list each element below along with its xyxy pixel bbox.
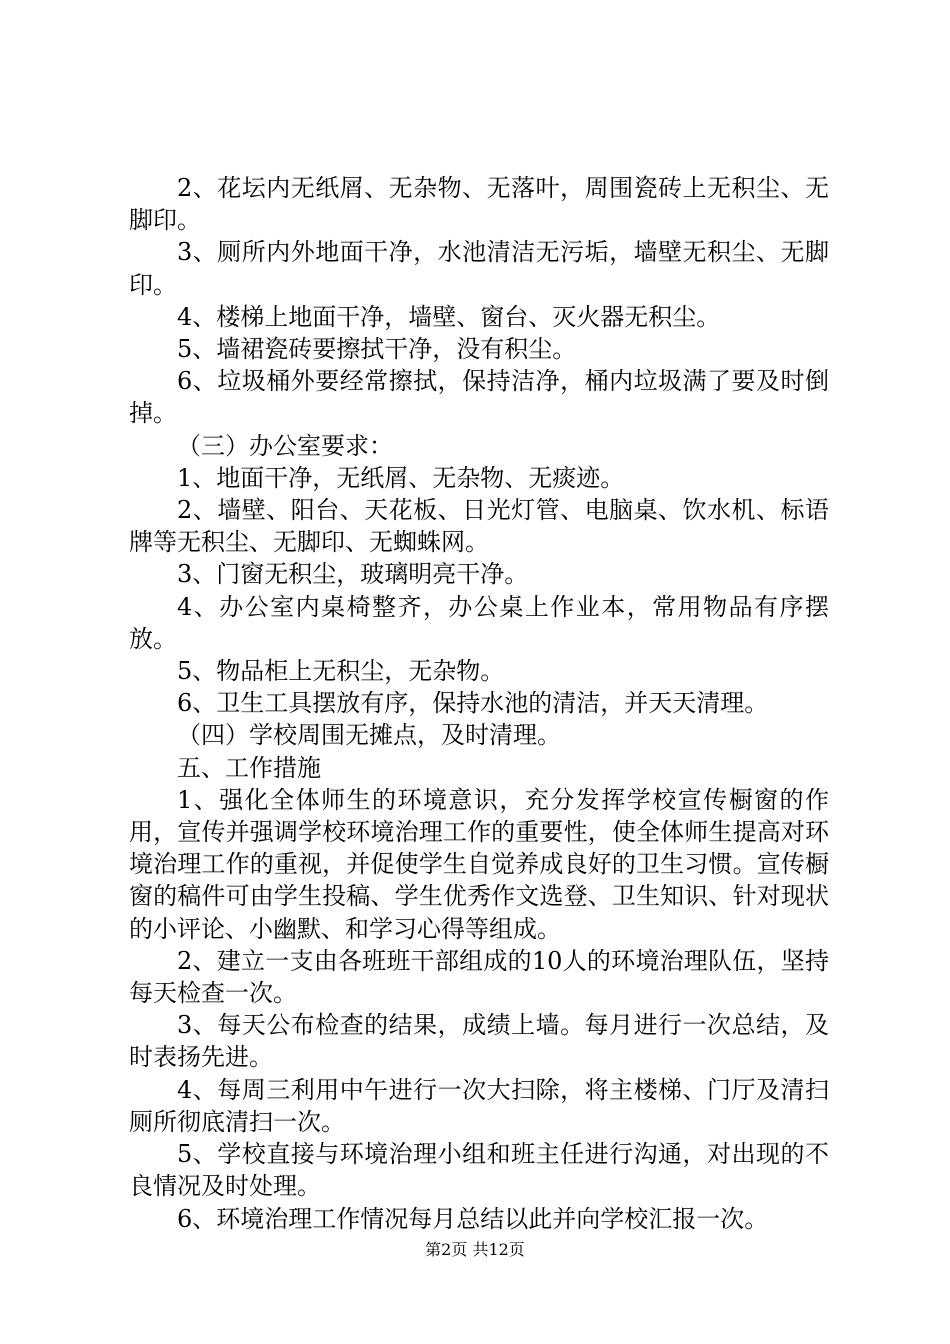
paragraph: 1、地面干净，无纸屑、无杂物、无痰迹。 [177, 463, 625, 492]
paragraph: 2、花坛内无纸屑、无杂物、无落叶，周围瓷砖上无积尘、无脚印。 [129, 174, 829, 235]
paragraph: 5、物品柜上无积尘，无杂物。 [177, 657, 505, 686]
page-number: 第2页 共12页 [425, 1240, 525, 1259]
document-body [129, 172, 829, 1235]
paragraph: 4、办公室内桌椅整齐，办公桌上作业本，常用物品有序摆放。 [129, 592, 829, 653]
paragraph: 6、垃圾桶外要经常擦拭，保持洁净，桶内垃圾满了要及时倒掉。 [129, 367, 829, 428]
section-heading: （四）学校周围无摊点，及时清理。 [177, 721, 561, 750]
paragraph: 1、强化全体师生的环境意识，充分发挥学校宣传橱窗的作用，宣传并强调学校环境治理工作的重要性，使全体师生提高对环境治理工作的重视，并促使学生自觉养成良好的卫生习惯。宣传橱窗的稿件可由学生投稿、学生优秀作文选登、卫生知识、针对现状的小评论、小幽默、和学习心得等组成。 [129, 785, 829, 943]
paragraph: 2、墙壁、阳台、天花板、日光灯管、电脑桌、饮水机、标语牌等无积尘、无脚印、无蜘蛛网。 [129, 496, 829, 557]
page-footer [0, 1240, 950, 1260]
section-heading: （三）办公室要求： [177, 431, 393, 460]
paragraph: 6、环境治理工作情况每月总结以此并向学校汇报一次。 [177, 1204, 769, 1233]
paragraph: 4、楼梯上地面干净，墙壁、窗台、灭火器无积尘。 [177, 302, 721, 331]
paragraph: 3、厕所内外地面干净，水池清洁无污垢，墙壁无积尘、无脚印。 [129, 238, 829, 299]
paragraph: 5、学校直接与环境治理小组和班主任进行沟通，对出现的不良情况及时处理。 [129, 1140, 829, 1201]
paragraph: 5、墙裙瓷砖要擦拭干净，没有积尘。 [177, 335, 577, 364]
paragraph: 2、建立一支由各班班干部组成的10人的环境治理队伍，坚持每天检查一次。 [129, 946, 829, 1008]
paragraph: 6、卫生工具摆放有序，保持水池的清洁，并天天清理。 [177, 689, 769, 718]
paragraph: 3、每天公布检查的结果，成绩上墙。每月进行一次总结，及时表扬先进。 [129, 1011, 829, 1072]
section-heading: 五、工作措施 [177, 753, 321, 782]
paragraph: 3、门窗无积尘，玻璃明亮干净。 [177, 560, 529, 589]
paragraph: 4、每周三利用中午进行一次大扫除，将主楼梯、门厅及清扫厕所彻底清扫一次。 [129, 1075, 829, 1136]
